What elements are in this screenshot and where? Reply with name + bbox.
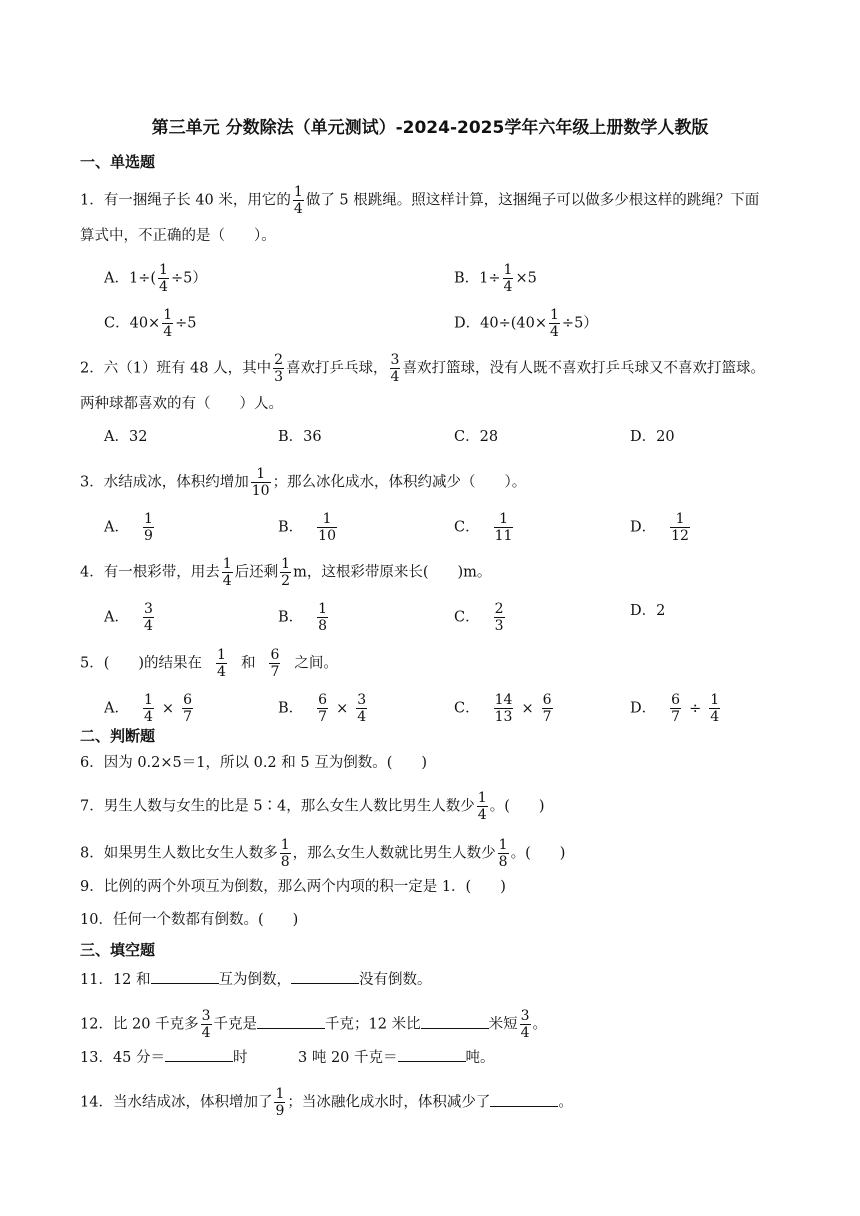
fraction [670, 511, 690, 544]
fraction [201, 1008, 212, 1041]
text-span: 1．有一捆绳子长 40 米，用它的 [80, 192, 291, 209]
question-14 [80, 1086, 573, 1119]
text-span: ，那么女生人数就比男生人数少 [292, 845, 496, 862]
text-span: 做了 5 根跳绳。照这样计算，这捆绳子可以做多少根这样的跳绳？下面 [305, 192, 760, 209]
fraction-denominator: 12 [671, 528, 689, 544]
fraction-denominator: 7 [542, 709, 552, 725]
fraction [390, 352, 401, 385]
text-span: B． [278, 519, 304, 536]
fraction-numerator: 6 [270, 647, 280, 663]
fraction-denominator: 4 [143, 709, 153, 725]
fraction [280, 556, 291, 589]
text-span: 吨。 [465, 1050, 495, 1066]
fraction [670, 692, 681, 725]
fraction-denominator: 4 [293, 201, 303, 217]
question-2-line2: 两种球都喜欢的有（ ）人。 [80, 396, 283, 412]
fraction-numerator: 1 [318, 601, 328, 617]
text-span: 。 [558, 1094, 573, 1111]
text-span: C． [104, 315, 130, 332]
text-span: 互为倒数， [218, 972, 292, 988]
q2-option-d[interactable]: D．20 [630, 429, 675, 445]
fraction-denominator: 4 [477, 807, 487, 823]
fraction-denominator: 13 [494, 709, 513, 725]
fraction [251, 466, 271, 499]
q3-option-b[interactable] [278, 511, 339, 544]
text-span: D． [630, 700, 657, 717]
fraction [269, 647, 280, 680]
fraction-denominator: 4 [710, 709, 720, 725]
text-span: 千克；12 米比 [325, 1016, 421, 1033]
fraction-numerator: 1 [222, 556, 232, 572]
fraction-numerator: 1 [143, 692, 153, 708]
section-heading-fill-blank: 三、填空题 [80, 941, 156, 959]
fraction-numerator: 6 [542, 692, 552, 708]
text-span: 千克是 [213, 1016, 258, 1033]
fraction [498, 837, 509, 870]
question-10: 10．任何一个数都有倒数。( ) [80, 912, 299, 928]
fraction [356, 692, 367, 725]
text-span: 4．有一根彩带，用去 [80, 564, 220, 581]
fraction-numerator: 1 [550, 307, 559, 323]
fraction-numerator: 1 [163, 307, 173, 323]
q1-option-a[interactable] [104, 262, 207, 295]
fraction [158, 262, 169, 295]
text-span: 11．12 和 [80, 972, 151, 988]
answer-blank[interactable] [421, 1014, 489, 1029]
text-span: 喜欢打乒乓球， [286, 360, 388, 377]
q2-option-c[interactable]: C．28 [454, 429, 499, 445]
fraction [549, 307, 560, 340]
q1-option-d[interactable] [454, 307, 598, 340]
answer-blank[interactable] [398, 1047, 466, 1062]
text-span: 40× [129, 315, 161, 332]
text-span: C． [454, 609, 480, 626]
text-span: B． [278, 609, 304, 626]
fraction-numerator: 1 [710, 692, 720, 708]
question-3 [80, 466, 526, 499]
fraction-numerator: 1 [675, 511, 685, 527]
fraction [143, 511, 154, 544]
fraction-denominator: 3 [274, 369, 284, 385]
fraction-denominator: 8 [318, 618, 328, 634]
text-span: A． [104, 519, 129, 536]
q4-option-a[interactable] [104, 601, 156, 634]
question-7 [80, 790, 545, 823]
text-span: 7．男生人数与女生的比是 5∶4，那么女生人数比男生人数少 [80, 798, 475, 815]
text-span: 。( ) [489, 798, 545, 815]
fraction [182, 692, 193, 725]
question-8 [80, 837, 565, 870]
text-span: 喜欢打篮球，没有人既不喜欢打乒乓球又不喜欢打篮球。 [402, 360, 765, 377]
text-span: B． [278, 700, 304, 717]
fraction-denominator: 8 [498, 854, 508, 870]
fraction [709, 692, 720, 725]
question-6: 6．因为 0.2×5＝1，所以 0.2 和 5 互为倒数。( ) [80, 755, 428, 771]
fraction-denominator: 4 [503, 279, 513, 295]
fraction-numerator: 3 [520, 1008, 530, 1024]
question-9: 9．比例的两个外项互为倒数，那么两个内项的积一定是 1．( ) [80, 879, 506, 895]
text-span: 1÷ [479, 270, 501, 287]
text-span: 13．45 分＝ [80, 1050, 166, 1066]
fraction-denominator: 10 [251, 483, 270, 499]
q3-option-a[interactable] [104, 511, 156, 544]
text-span: ÷5） [561, 315, 598, 332]
fraction [317, 601, 328, 634]
text-span: × [161, 700, 175, 717]
question-11 [80, 969, 432, 990]
fraction-denominator: 3 [494, 618, 504, 634]
text-span: m，这根彩带原来长( )m。 [293, 564, 492, 581]
text-span: ；当冰融化成水时，体积减少了 [287, 1094, 491, 1111]
fraction-numerator: 6 [183, 692, 192, 708]
q2-option-b[interactable]: B．36 [278, 429, 322, 445]
section-heading-single-choice: 一、单选题 [80, 153, 156, 171]
fraction-denominator: 7 [318, 709, 328, 725]
fraction [503, 262, 514, 295]
answer-blank[interactable] [165, 1047, 233, 1062]
page-title: 第三单元 分数除法（单元测试）-2024-2025学年六年级上册数学人教版 [151, 118, 709, 138]
text-span: 2．六（1）班有 48 人，其中 [80, 360, 272, 377]
fraction-denominator: 11 [494, 528, 513, 544]
fraction-numerator: 6 [318, 692, 328, 708]
text-span: 和 [240, 655, 256, 672]
text-span: 。( ) [510, 845, 566, 862]
text-span: 。 [532, 1016, 548, 1033]
question-1-line2: 算式中，不正确的是（ ）。 [80, 228, 276, 244]
fraction-numerator: 3 [143, 601, 153, 617]
text-span: D． [454, 315, 481, 332]
fraction-denominator: 4 [143, 618, 153, 634]
fraction-denominator: 4 [550, 324, 559, 340]
fraction-numerator: 14 [494, 692, 513, 708]
q1-option-c[interactable] [104, 307, 197, 340]
fraction-denominator: 10 [318, 528, 336, 544]
fraction [274, 1086, 285, 1119]
q3-option-c[interactable] [454, 511, 515, 544]
text-span: B． [454, 270, 480, 287]
text-span: 之间。 [294, 655, 338, 672]
fraction-denominator: 4 [520, 1025, 530, 1041]
fraction-numerator: 2 [274, 352, 284, 368]
text-span: ÷5 [175, 315, 197, 332]
question-4 [80, 556, 491, 589]
fraction-denominator: 7 [183, 709, 192, 725]
question-5 [80, 647, 338, 680]
q5-option-c[interactable] [454, 692, 555, 725]
fraction-numerator: 1 [293, 184, 303, 200]
fraction-denominator: 7 [671, 709, 681, 725]
text-span: ÷ [689, 700, 702, 717]
text-span: 40÷(40× [480, 315, 547, 332]
q3-option-d[interactable] [630, 511, 692, 544]
text-span: 后还剩 [234, 564, 279, 581]
fraction [280, 837, 291, 870]
text-span: ×5 [515, 270, 537, 287]
fraction-numerator: 1 [477, 790, 487, 806]
fraction-numerator: 1 [498, 837, 508, 853]
question-12 [80, 1008, 547, 1041]
fraction-numerator: 1 [275, 1086, 285, 1102]
fraction-denominator: 9 [143, 528, 153, 544]
text-span: A． [104, 700, 129, 717]
fraction-denominator: 4 [159, 279, 168, 295]
text-span: × [336, 700, 349, 717]
q4-option-b[interactable] [278, 601, 330, 634]
text-span: 14．当水结成冰，体积增加了 [80, 1094, 273, 1111]
fraction [494, 511, 514, 544]
fraction-numerator: 1 [322, 511, 332, 527]
q2-option-a[interactable]: A．32 [104, 429, 148, 445]
fraction [494, 692, 514, 725]
fraction-denominator: 4 [222, 573, 232, 589]
text-span: 没有倒数。 [359, 972, 432, 988]
q4-option-c[interactable] [454, 601, 507, 634]
fraction [273, 352, 284, 385]
fraction-denominator: 2 [281, 573, 291, 589]
fraction-denominator: 4 [163, 324, 173, 340]
fraction-numerator: 3 [390, 352, 400, 368]
fraction-numerator: 1 [281, 556, 291, 572]
fraction [143, 692, 154, 725]
q5-option-a[interactable] [104, 692, 195, 725]
section-heading-true-false: 二、判断题 [80, 727, 156, 745]
fraction-denominator: 4 [217, 664, 226, 680]
fraction-numerator: 1 [503, 262, 513, 278]
answer-blank[interactable] [151, 969, 219, 984]
fraction [293, 184, 304, 217]
fraction-numerator: 1 [159, 262, 168, 278]
fraction-numerator: 3 [357, 692, 367, 708]
fraction [520, 1008, 531, 1041]
text-span: C． [454, 700, 480, 717]
text-span: 8．如果男生人数比女生人数多 [80, 845, 278, 862]
fraction-numerator: 6 [671, 692, 681, 708]
answer-blank[interactable] [490, 1092, 558, 1107]
fraction [216, 647, 227, 680]
text-span: A． [104, 609, 129, 626]
text-span: 3 吨 20 千克＝ [298, 1050, 398, 1066]
fraction [494, 601, 505, 634]
text-span: 时 [233, 1050, 248, 1066]
text-span: 3．水结成冰，体积约增加 [80, 474, 249, 491]
text-span: 5．( )的结果在 [80, 655, 203, 672]
fraction [143, 601, 154, 634]
fraction-denominator: 7 [270, 664, 280, 680]
fraction-numerator: 3 [201, 1008, 211, 1024]
fraction-numerator: 1 [143, 511, 153, 527]
fraction [222, 556, 233, 589]
fraction-numerator: 1 [256, 466, 266, 482]
q5-option-b[interactable] [278, 692, 369, 725]
text-span: C． [454, 519, 480, 536]
q1-option-b[interactable] [454, 262, 537, 295]
text-span: 米短 [488, 1016, 518, 1033]
question-2 [80, 352, 765, 385]
fraction-numerator: 2 [494, 601, 504, 617]
text-span: ÷5） [170, 270, 207, 287]
question-13 [80, 1047, 248, 1068]
fraction-denominator: 9 [275, 1103, 285, 1119]
question-1 [80, 184, 759, 217]
text-span: × [521, 700, 534, 717]
answer-blank[interactable] [257, 1014, 325, 1029]
fraction-numerator: 1 [217, 647, 226, 663]
text-span: ；那么冰化成水，体积约减少（ ）。 [272, 474, 527, 491]
fraction-numerator: 1 [499, 511, 508, 527]
fraction [542, 692, 553, 725]
q5-option-d[interactable] [630, 692, 722, 725]
text-span: 12．比 20 千克多 [80, 1016, 199, 1033]
q4-option-d[interactable]: D．2 [630, 603, 666, 619]
text-span: A． [104, 270, 129, 287]
fraction-denominator: 4 [390, 369, 400, 385]
answer-blank[interactable] [291, 969, 359, 984]
fraction [477, 790, 488, 823]
question-13-part2 [298, 1047, 495, 1068]
fraction [317, 511, 337, 544]
fraction [162, 307, 173, 340]
fraction-denominator: 4 [357, 709, 367, 725]
fraction [317, 692, 328, 725]
text-span: 1÷( [128, 270, 157, 287]
fraction-numerator: 1 [280, 837, 290, 853]
fraction-denominator: 4 [201, 1025, 211, 1041]
text-span: D． [630, 519, 657, 536]
fraction-denominator: 8 [280, 854, 290, 870]
